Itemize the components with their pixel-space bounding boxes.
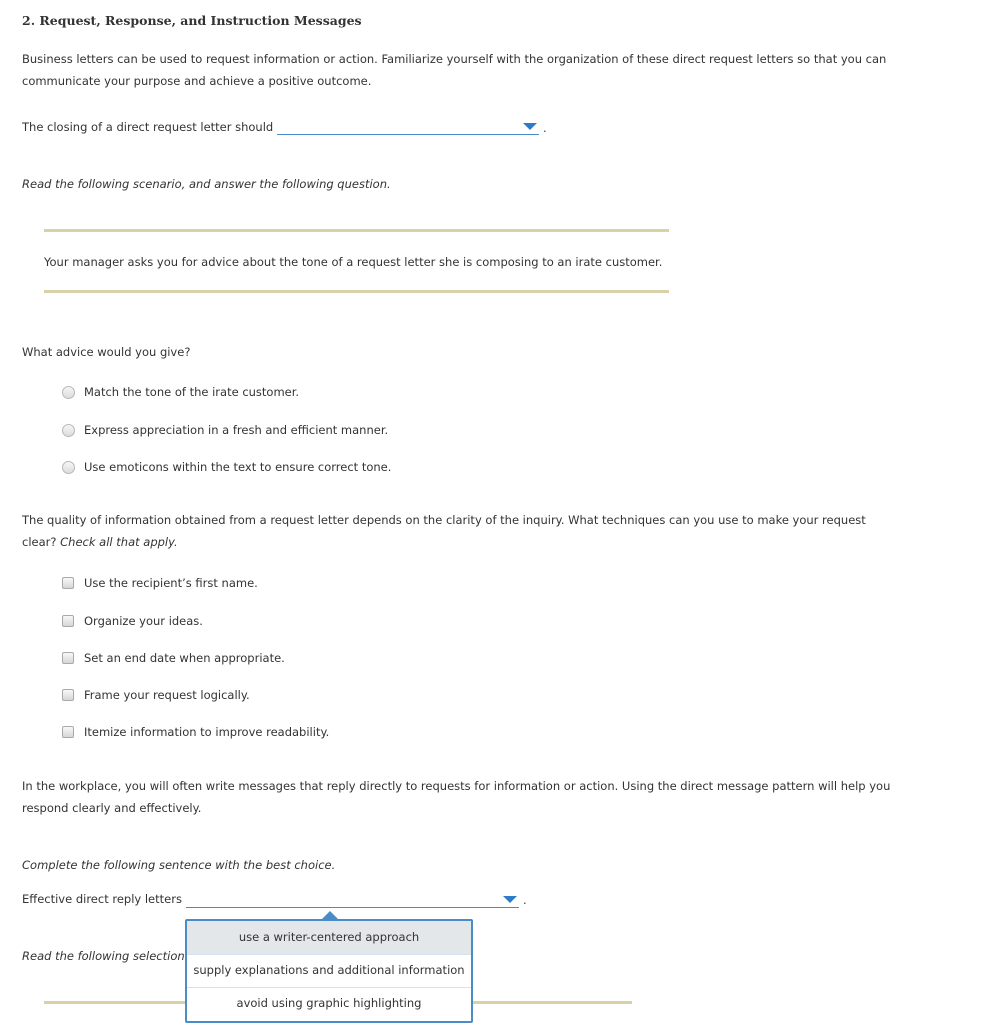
- checkbox[interactable]: [62, 652, 74, 664]
- q3-option-label: Frame your request logically.: [84, 688, 250, 702]
- scenario-divider-top: [44, 229, 669, 232]
- q2-option-label: Use emoticons within the text to ensure correct tone.: [84, 460, 392, 474]
- q2-option-label: Express appreciation in a fresh and efficient manner.: [84, 423, 389, 437]
- q3-prompt-line-1: The quality of information obtained from a request letter depends on the clarity of the inquiry. What techniques can you use to make your request: [22, 513, 866, 527]
- scenario-instruction: Read the following scenario, and answer the following question.: [22, 177, 391, 191]
- q2-option-label: Match the tone of the irate customer.: [84, 385, 300, 399]
- q2-prompt: What advice would you give?: [22, 345, 191, 359]
- checkbox[interactable]: [62, 615, 74, 627]
- selection-instruction: Read the following selection: [22, 949, 185, 963]
- reply-line-2: respond clearly and effectively.: [22, 801, 202, 815]
- radio-button[interactable]: [62, 461, 75, 474]
- q1-period: .: [543, 121, 547, 135]
- menu-option[interactable]: use a writer-centered approach: [187, 921, 471, 955]
- scenario-divider-bottom: [44, 290, 669, 293]
- checkbox[interactable]: [62, 689, 74, 701]
- q4-dropdown[interactable]: [186, 891, 519, 908]
- checkbox[interactable]: [62, 726, 74, 738]
- q3-option-label: Set an end date when appropriate.: [84, 651, 285, 665]
- q3-option-label: Organize your ideas.: [84, 614, 203, 628]
- menu-option[interactable]: supply explanations and additional information: [187, 954, 471, 988]
- scenario-text: Your manager asks you for advice about the tone of a request letter she is composing to an irate customer.: [44, 255, 663, 269]
- dropdown-arrow-icon: [523, 123, 537, 130]
- q3-check-all: Check all that apply.: [60, 535, 178, 549]
- checkbox[interactable]: [62, 577, 74, 589]
- q3-prompt-line-2: [22, 531, 178, 553]
- q4-prompt: Effective direct reply letters: [22, 892, 182, 906]
- intro-line-1: Business letters can be used to request information or action. Familiarize yourself with the organization of these direct request letters so that you can: [22, 52, 887, 66]
- radio-button[interactable]: [62, 386, 75, 399]
- q4-dropdown-menu: [185, 919, 473, 1023]
- q3-option-label: Use the recipient’s first name.: [84, 576, 258, 590]
- q1-dropdown[interactable]: [277, 118, 539, 135]
- section-title: 2. Request, Response, and Instruction Messages: [22, 13, 362, 28]
- q3-option-label: Itemize information to improve readability.: [84, 725, 330, 739]
- intro-line-2: communicate your purpose and achieve a positive outcome.: [22, 74, 372, 88]
- radio-button[interactable]: [62, 424, 75, 437]
- q1-prompt: The closing of a direct request letter should: [22, 120, 274, 134]
- reply-line-1: In the workplace, you will often write messages that reply directly to requests for information or action. Using the direct message pattern will help you: [22, 779, 891, 793]
- dropdown-arrow-icon: [503, 896, 517, 903]
- q4-instruction: Complete the following sentence with the best choice.: [22, 858, 336, 872]
- menu-option[interactable]: avoid using graphic highlighting: [236, 996, 422, 1010]
- q3-prompt-text: clear?: [22, 535, 57, 549]
- q4-period: .: [523, 893, 527, 907]
- menu-caret-icon: [322, 911, 338, 919]
